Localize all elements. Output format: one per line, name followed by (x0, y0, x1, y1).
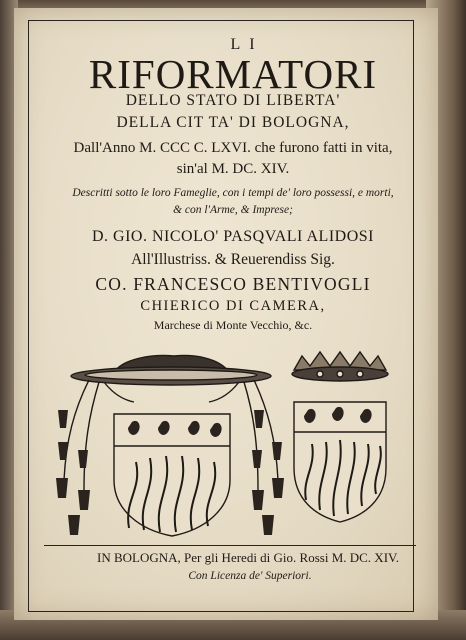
imprint-rule (44, 545, 416, 546)
coats-of-arms (44, 350, 416, 540)
dedicatee-title: Marchese di Monte Vecchio, &c. (153, 318, 313, 332)
dedicatee-office: CHIERICO DI CAMERA, (140, 298, 326, 314)
license-line: Con Licenza de' Superiori. (188, 570, 312, 582)
dedicatee-name: CO. FRANCESCO BENTIVOGLI (95, 274, 371, 294)
crowned-shield-coat-of-arms-icon (292, 352, 388, 522)
date-end-line: sin'al M. DC. XIV. (176, 161, 290, 177)
cardinal-hat-coat-of-arms-icon (56, 356, 284, 536)
title-article: LI (230, 36, 264, 53)
imprint-line: IN BOLOGNA, Per gli Heredi di Gio. Rossi M. DC. XIV. (96, 550, 399, 565)
date-range-line: Dall'Anno M. CCC C. LXVI. che furono fatti in vita, (73, 140, 393, 156)
dedication-line: All'Illustriss. & Reuerendiss Sig. (131, 251, 335, 268)
subtitle-stato: DELLO STATO DI LIBERTA' (125, 92, 341, 109)
author-line: D. GIO. NICOLO' PASQVALI ALIDOSI (91, 228, 374, 245)
description-line-2: & con l'Arme, & Imprese; (173, 204, 293, 216)
subtitle-citta: DELLA CIT TA' DI BOLOGNA, (116, 114, 350, 131)
description-line-1: Descritti sotto le loro Fameglie, con i tempi de' loro possessi, e morti, (72, 187, 394, 199)
main-title: RIFORMATORI (88, 51, 378, 97)
